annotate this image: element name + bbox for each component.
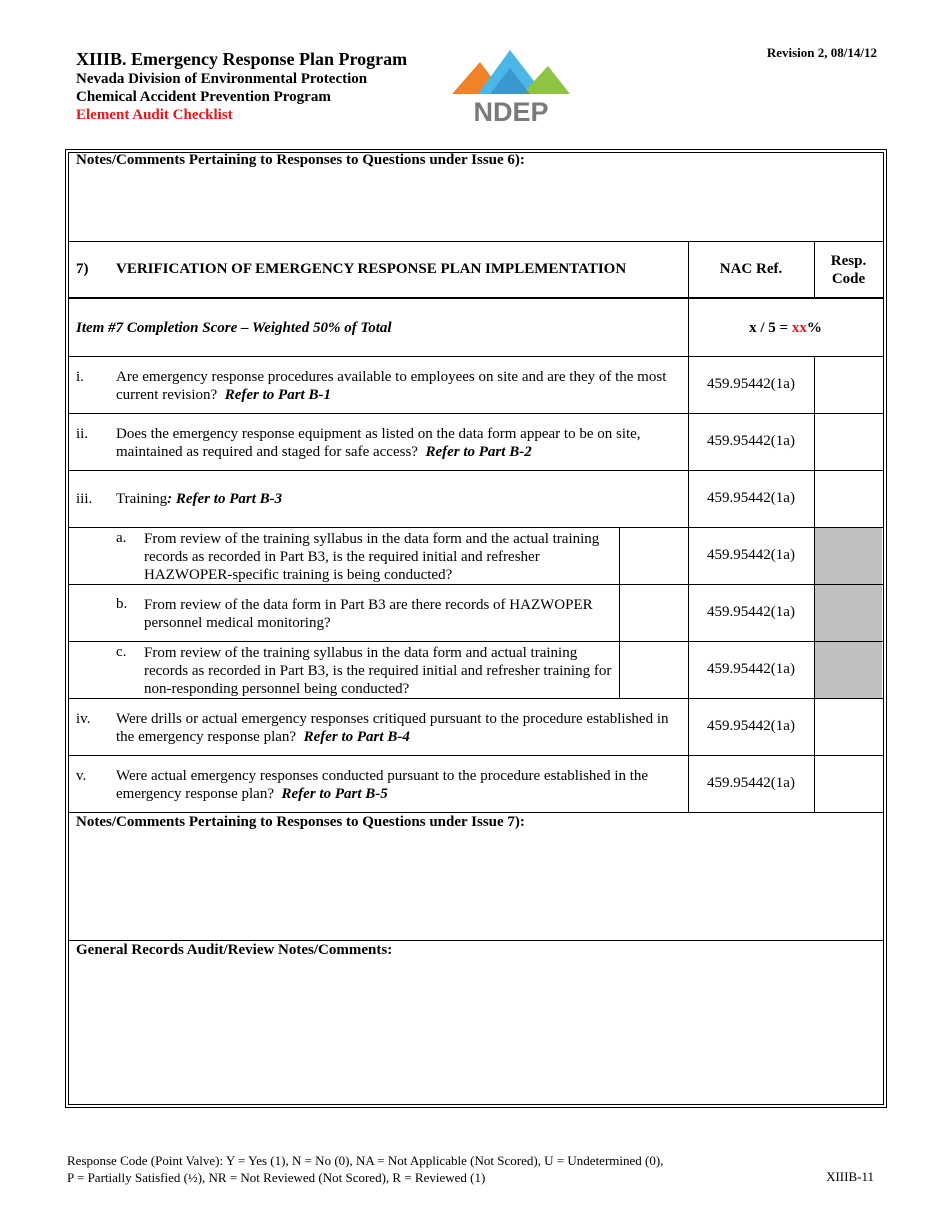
page-number: XIIIB-11 — [826, 1169, 874, 1184]
question-text: Were drills or actual emergency responses critiqued pursuant to the procedure established in the emergency response plan? Refer to Part B-4 — [116, 711, 669, 745]
nac-ref: 459.95442(1a) — [707, 775, 795, 791]
question-number: iii. — [76, 491, 93, 507]
subquestion-text: From review of the training syllabus in the data form and the actual training records as recorded in Part B3, is the required initial and refresher HAZWOPER-specific training is being conducted? — [144, 531, 600, 583]
completion-score-value: x / 5 = xx% — [749, 320, 822, 336]
response-code-legend: Response Code (Point Valve): Y = Yes (1), N = No (0), NA = Not Applicable (Not Scored), U = Undetermined (0), P = Partially Satisfied (½), NR = Not Reviewed (Not Scored), R = Reviewed (1) — [67, 1153, 664, 1185]
subquestion-letter: c. — [116, 644, 127, 660]
nac-ref: 459.95442(1a) — [707, 376, 795, 392]
section-title: VERIFICATION OF EMERGENCY RESPONSE PLAN IMPLEMENTATION — [116, 261, 627, 277]
nac-ref: 459.95442(1a) — [707, 547, 795, 563]
question-text: Were actual emergency responses conducted pursuant to the procedure established in the emergency response plan? Refer to Part B-5 — [116, 768, 649, 802]
nac-ref: 459.95442(1a) — [707, 490, 795, 506]
question-text: Training: Refer to Part B-3 — [116, 491, 283, 507]
shaded-cell — [815, 642, 882, 698]
nac-ref: 459.95442(1a) — [707, 433, 795, 449]
question-text: Are emergency response procedures available to employees on site and are they of the most current revision? Refer to Part B-1 — [116, 369, 667, 403]
program-name: Chemical Accident Prevention Program — [76, 89, 331, 105]
notes-issue6-label: Notes/Comments Pertaining to Responses to Questions under Issue 6): — [76, 152, 525, 168]
ndep-logo — [452, 48, 570, 126]
shaded-cell — [815, 585, 882, 641]
notes-issue7-label: Notes/Comments Pertaining to Responses to Questions under Issue 7): — [76, 814, 525, 830]
checklist-name: Element Audit Checklist — [76, 107, 233, 123]
subquestion-letter: a. — [116, 530, 127, 546]
question-number: v. — [76, 768, 87, 784]
general-notes-label: General Records Audit/Review Notes/Comments: — [76, 942, 393, 958]
subquestion-letter: b. — [116, 596, 128, 612]
resp-code-header: Resp. Code — [830, 253, 867, 287]
completion-score-label: Item #7 Completion Score – Weighted 50% of Total — [76, 320, 392, 336]
nac-ref: 459.95442(1a) — [707, 718, 795, 734]
subquestion-text: From review of the data form in Part B3 are there records of HAZWOPER personnel medical monitoring? — [144, 597, 593, 631]
shaded-cell — [815, 528, 882, 584]
question-text: Does the emergency response equipment as listed on the data form appear to be on site, maintained as required and staged for safe access? Refer to Part B-2 — [116, 426, 641, 460]
nac-ref-header: NAC Ref. — [719, 261, 783, 277]
section-number: 7) — [76, 261, 89, 277]
question-number: ii. — [76, 426, 89, 442]
question-number: iv. — [76, 711, 91, 727]
question-number: i. — [76, 369, 84, 385]
revision-label: Revision 2, 08/14/12 — [766, 45, 877, 60]
logo-text: NDEP — [473, 97, 549, 126]
nac-ref: 459.95442(1a) — [707, 604, 795, 620]
document-title: XIIIB. Emergency Response Plan Program — [76, 49, 408, 69]
agency-name: Nevada Division of Environmental Protection — [76, 71, 368, 87]
nac-ref: 459.95442(1a) — [707, 661, 795, 677]
subquestion-text: From review of the training syllabus in the data form and actual training records as recorded in Part B3, is the required initial and refresher training for non-responding personnel being conducted? — [144, 645, 612, 697]
